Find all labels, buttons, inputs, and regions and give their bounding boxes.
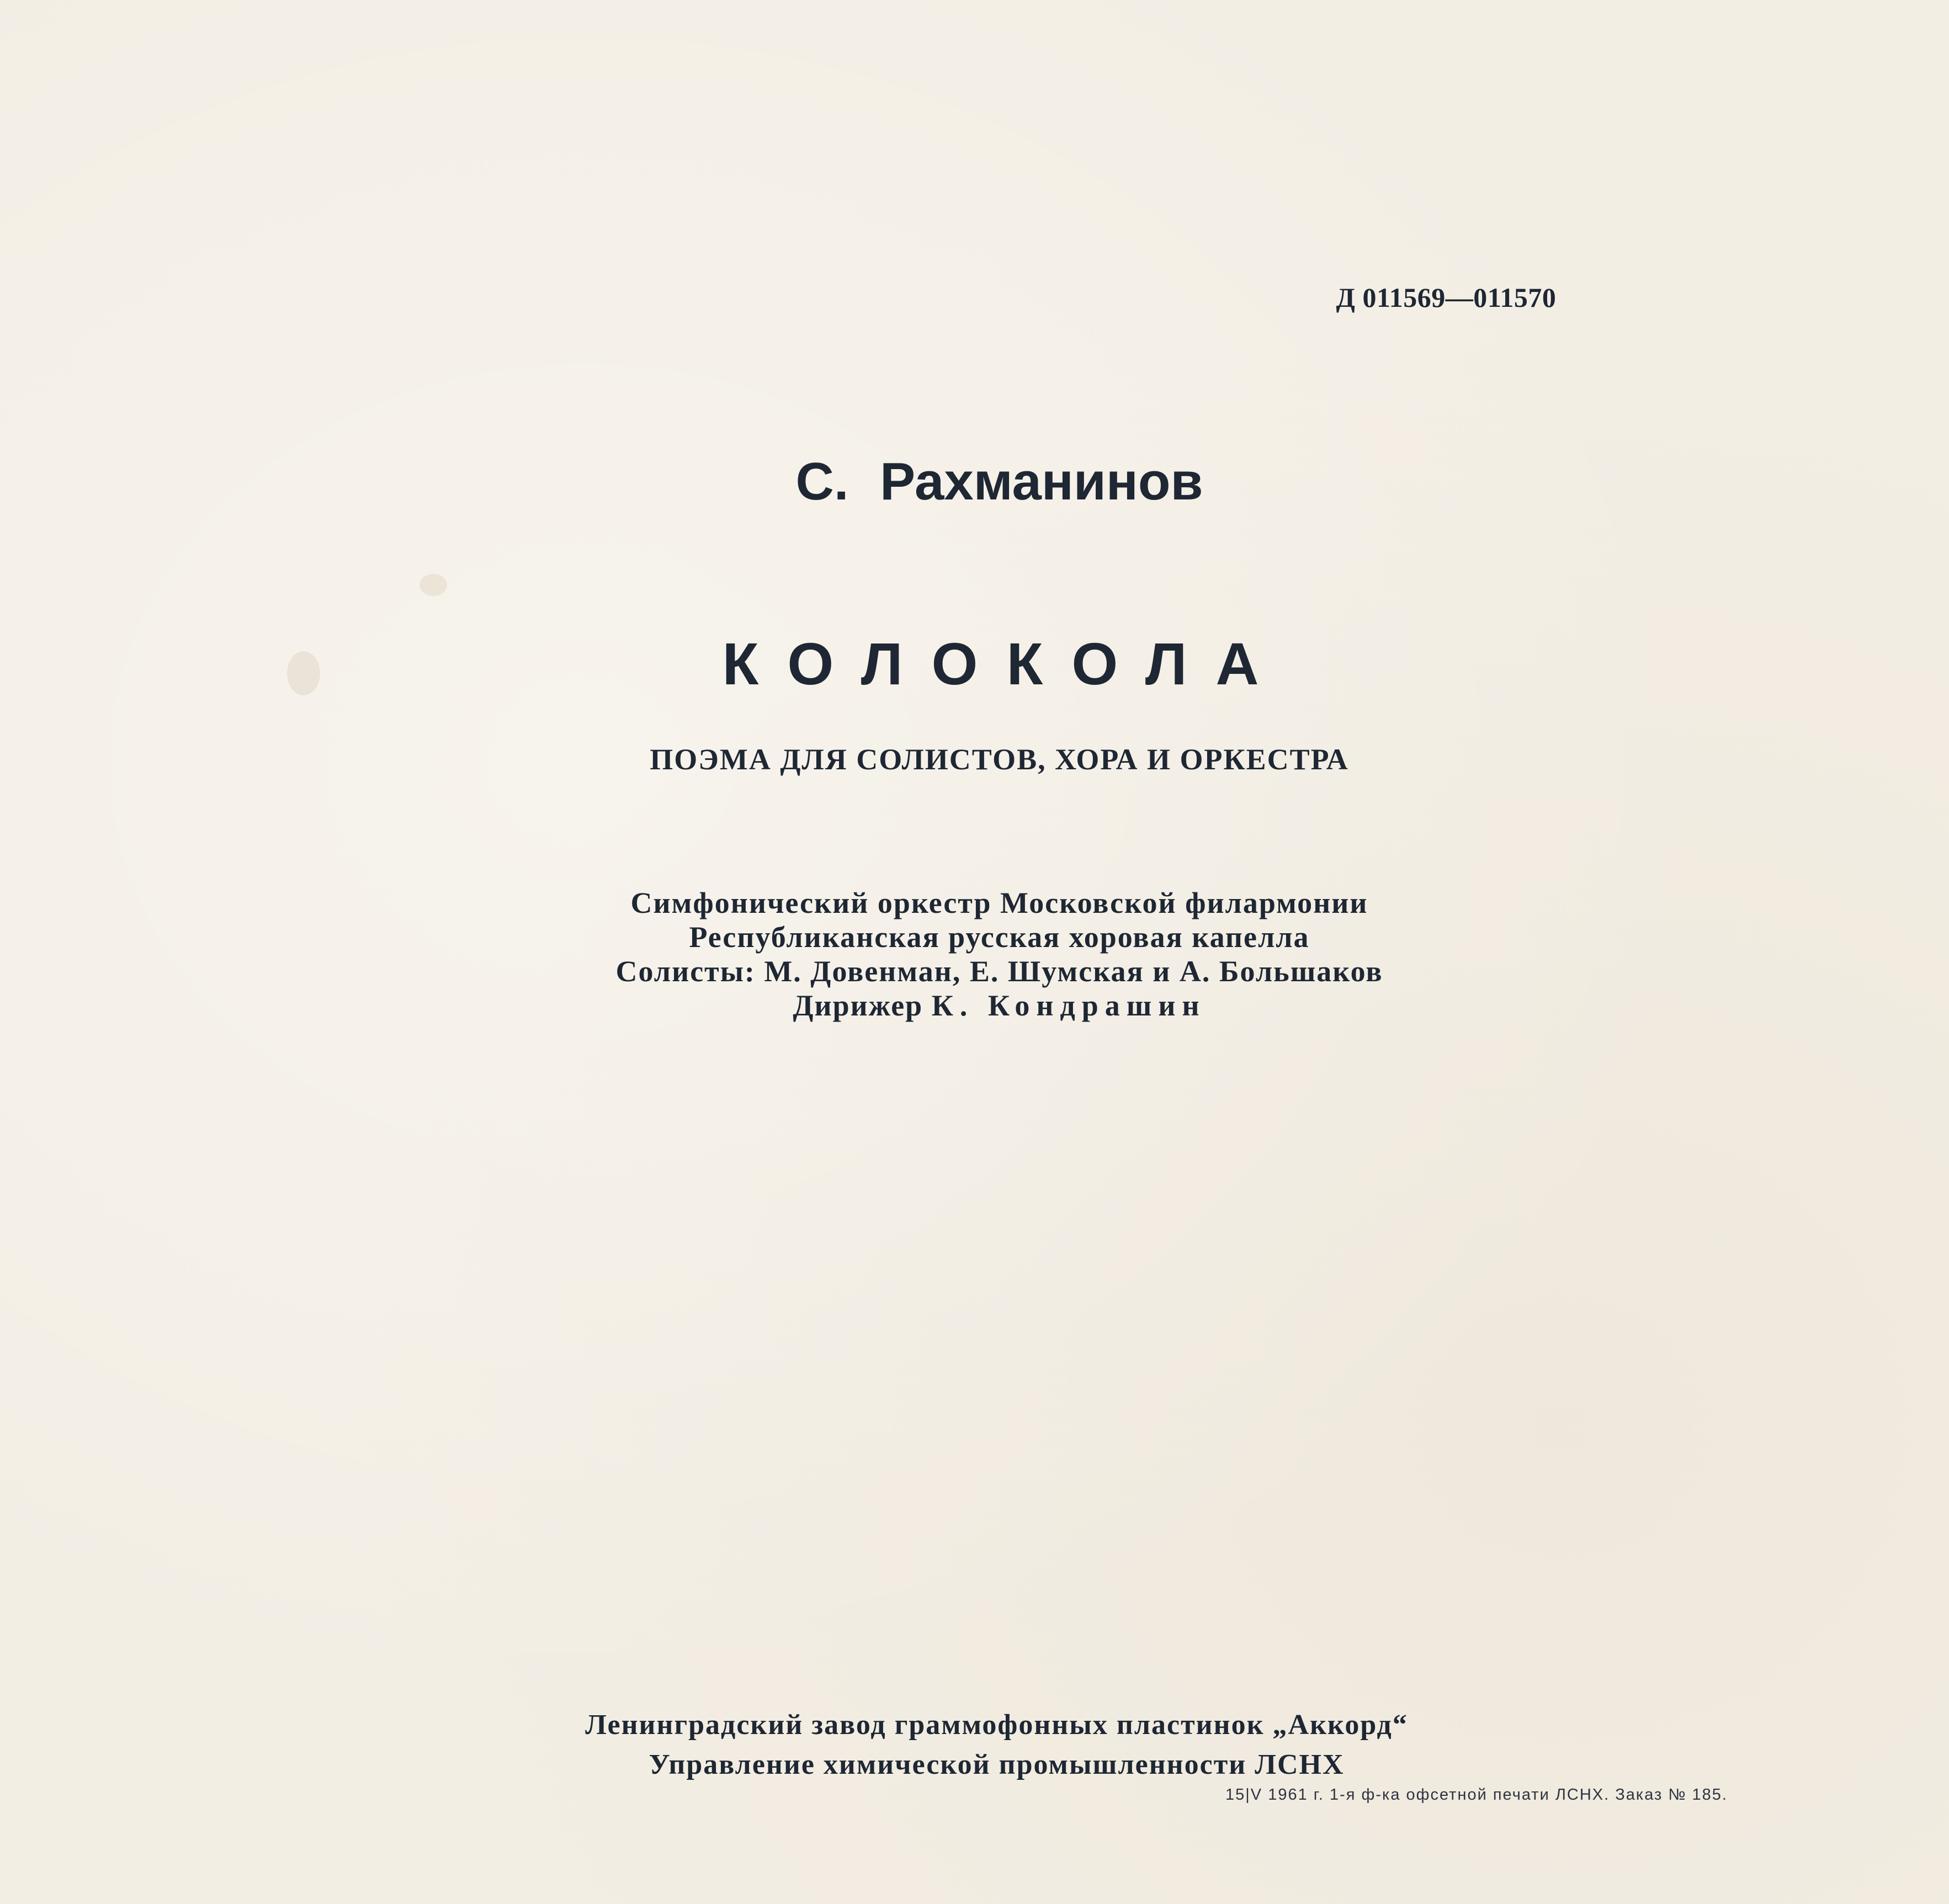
publisher-line-1: Ленинградский завод граммофонных пластинок „Аккорд“ [585, 1709, 1408, 1741]
composer-name: С. Рахманинов [795, 452, 1203, 511]
choir-credit: Республиканская русская хоровая капелла [689, 921, 1310, 954]
orchestra-credit: Симфонический оркестр Московской филармонии [630, 886, 1368, 919]
conductor-credit [25, 988, 1949, 1023]
conductor-name: К. Кондрашин [931, 989, 1206, 1022]
print-imprint: 15|V 1961 г. 1-я ф-ка офсетной печати ЛСНХ. Заказ № 185. [1225, 1786, 1728, 1804]
catalog-number: Д 011569—011570 [1336, 282, 1557, 313]
publisher-block [22, 1705, 1949, 1785]
publisher-line-2: Управление химической промышленности ЛСНХ [649, 1749, 1345, 1780]
conductor-label: Дирижер [793, 989, 923, 1022]
work-title: КОЛОКОЛА [722, 630, 1288, 697]
work-subtitle: ПОЭМА ДЛЯ СОЛИСТОВ, ХОРА И ОРКЕСТРА [650, 743, 1349, 776]
paper-stain [419, 574, 447, 596]
soloists-credit: Солисты: М. Довенман, Е. Шумская и А. Большаков [615, 955, 1383, 988]
performer-credits [25, 886, 1949, 1023]
